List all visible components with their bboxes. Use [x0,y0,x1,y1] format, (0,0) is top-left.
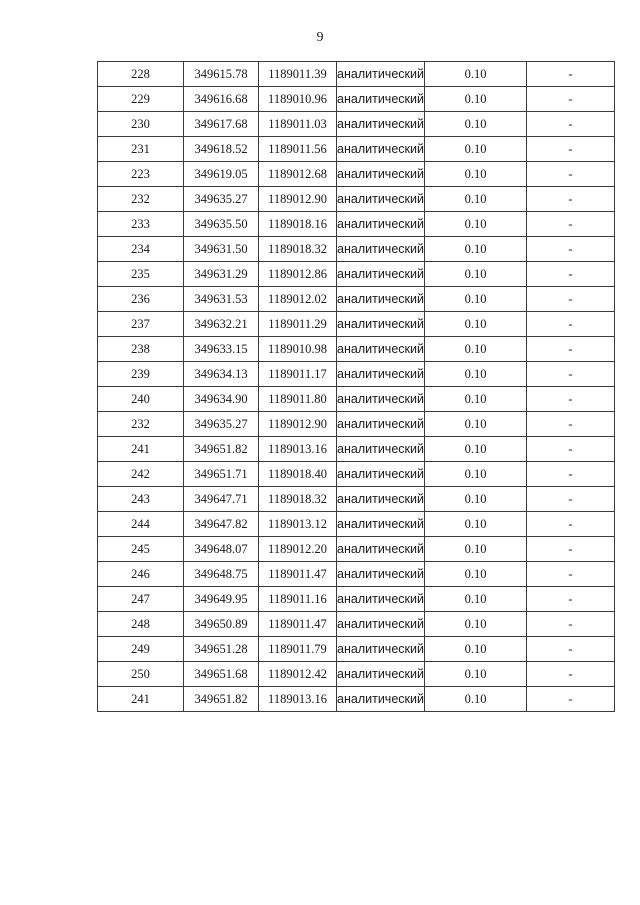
table-row [98,312,615,337]
method-cell: аналитический [337,212,425,237]
table-row [98,512,615,537]
method-cell: аналитический [337,462,425,487]
point-number-cell: 233 [98,212,184,237]
point-number-cell: 241 [98,437,184,462]
method-cell: аналитический [337,312,425,337]
note-cell: - [527,612,615,637]
y-coordinate-cell: 1189010.96 [259,87,337,112]
accuracy-cell: 0.10 [425,537,527,562]
accuracy-cell: 0.10 [425,112,527,137]
note-cell: - [527,62,615,87]
page-number: 9 [316,30,324,45]
y-coordinate-cell: 1189011.17 [259,362,337,387]
accuracy-cell: 0.10 [425,137,527,162]
x-coordinate-cell: 349635.50 [184,212,259,237]
method-cell: аналитический [337,262,425,287]
accuracy-cell: 0.10 [425,587,527,612]
note-cell: - [527,537,615,562]
accuracy-cell: 0.10 [425,687,527,712]
accuracy-cell: 0.10 [425,62,527,87]
x-coordinate-cell: 349616.68 [184,87,259,112]
note-cell: - [527,287,615,312]
method-cell: аналитический [337,187,425,212]
note-cell: - [527,637,615,662]
table-row [98,462,615,487]
note-cell: - [527,437,615,462]
point-number-cell: 234 [98,237,184,262]
point-number-cell: 230 [98,112,184,137]
y-coordinate-cell: 1189011.16 [259,587,337,612]
table-row [98,212,615,237]
method-cell: аналитический [337,337,425,362]
note-cell: - [527,562,615,587]
method-cell: аналитический [337,362,425,387]
note-cell: - [527,312,615,337]
accuracy-cell: 0.10 [425,637,527,662]
accuracy-cell: 0.10 [425,162,527,187]
y-coordinate-cell: 1189012.02 [259,287,337,312]
x-coordinate-cell: 349634.13 [184,362,259,387]
x-coordinate-cell: 349631.50 [184,237,259,262]
accuracy-cell: 0.10 [425,237,527,262]
point-number-cell: 240 [98,387,184,412]
y-coordinate-cell: 1189018.32 [259,237,337,262]
point-number-cell: 249 [98,637,184,662]
method-cell: аналитический [337,662,425,687]
accuracy-cell: 0.10 [425,337,527,362]
y-coordinate-cell: 1189013.12 [259,512,337,537]
note-cell: - [527,662,615,687]
point-number-cell: 229 [98,87,184,112]
note-cell: - [527,112,615,137]
y-coordinate-cell: 1189012.86 [259,262,337,287]
point-number-cell: 250 [98,662,184,687]
y-coordinate-cell: 1189011.47 [259,562,337,587]
table-row [98,437,615,462]
y-coordinate-cell: 1189018.40 [259,462,337,487]
x-coordinate-cell: 349635.27 [184,412,259,437]
table-row [98,687,615,712]
x-coordinate-cell: 349631.29 [184,262,259,287]
point-number-cell: 239 [98,362,184,387]
y-coordinate-cell: 1189010.98 [259,337,337,362]
point-number-cell: 241 [98,687,184,712]
table-row [98,162,615,187]
y-coordinate-cell: 1189011.29 [259,312,337,337]
x-coordinate-cell: 349635.27 [184,187,259,212]
accuracy-cell: 0.10 [425,212,527,237]
accuracy-cell: 0.10 [425,512,527,537]
table-row [98,362,615,387]
point-number-cell: 236 [98,287,184,312]
y-coordinate-cell: 1189013.16 [259,437,337,462]
y-coordinate-cell: 1189011.47 [259,612,337,637]
point-number-cell: 245 [98,537,184,562]
method-cell: аналитический [337,512,425,537]
x-coordinate-cell: 349632.21 [184,312,259,337]
method-cell: аналитический [337,287,425,312]
y-coordinate-cell: 1189011.39 [259,62,337,87]
x-coordinate-cell: 349651.82 [184,687,259,712]
table-row [98,112,615,137]
method-cell: аналитический [337,87,425,112]
method-cell: аналитический [337,537,425,562]
note-cell: - [527,237,615,262]
accuracy-cell: 0.10 [425,387,527,412]
table-row [98,387,615,412]
point-number-cell: 248 [98,612,184,637]
note-cell: - [527,87,615,112]
accuracy-cell: 0.10 [425,187,527,212]
method-cell: аналитический [337,562,425,587]
note-cell: - [527,462,615,487]
accuracy-cell: 0.10 [425,612,527,637]
point-number-cell: 232 [98,187,184,212]
y-coordinate-cell: 1189011.03 [259,112,337,137]
x-coordinate-cell: 349618.52 [184,137,259,162]
note-cell: - [527,137,615,162]
method-cell: аналитический [337,137,425,162]
y-coordinate-cell: 1189011.56 [259,137,337,162]
accuracy-cell: 0.10 [425,462,527,487]
method-cell: аналитический [337,687,425,712]
note-cell: - [527,387,615,412]
x-coordinate-cell: 349647.82 [184,512,259,537]
x-coordinate-cell: 349617.68 [184,112,259,137]
x-coordinate-cell: 349650.89 [184,612,259,637]
note-cell: - [527,687,615,712]
method-cell: аналитический [337,587,425,612]
point-number-cell: 244 [98,512,184,537]
x-coordinate-cell: 349651.82 [184,437,259,462]
y-coordinate-cell: 1189012.90 [259,412,337,437]
x-coordinate-cell: 349648.75 [184,562,259,587]
table-row [98,412,615,437]
note-cell: - [527,262,615,287]
table-row [98,87,615,112]
point-number-cell: 243 [98,487,184,512]
table-row [98,662,615,687]
accuracy-cell: 0.10 [425,287,527,312]
point-number-cell: 238 [98,337,184,362]
table-row [98,537,615,562]
table-row [98,137,615,162]
table-body [98,62,615,712]
note-cell: - [527,187,615,212]
method-cell: аналитический [337,62,425,87]
x-coordinate-cell: 349648.07 [184,537,259,562]
x-coordinate-cell: 349631.53 [184,287,259,312]
x-coordinate-cell: 349619.05 [184,162,259,187]
method-cell: аналитический [337,112,425,137]
method-cell: аналитический [337,637,425,662]
table-row [98,337,615,362]
point-number-cell: 237 [98,312,184,337]
table-row [98,562,615,587]
y-coordinate-cell: 1189018.16 [259,212,337,237]
point-number-cell: 242 [98,462,184,487]
note-cell: - [527,487,615,512]
point-number-cell: 247 [98,587,184,612]
method-cell: аналитический [337,387,425,412]
note-cell: - [527,362,615,387]
y-coordinate-cell: 1189013.16 [259,687,337,712]
point-number-cell: 246 [98,562,184,587]
x-coordinate-cell: 349651.68 [184,662,259,687]
y-coordinate-cell: 1189012.42 [259,662,337,687]
accuracy-cell: 0.10 [425,412,527,437]
coordinates-table [97,61,615,712]
table-row [98,612,615,637]
x-coordinate-cell: 349651.71 [184,462,259,487]
method-cell: аналитический [337,437,425,462]
y-coordinate-cell: 1189012.20 [259,537,337,562]
accuracy-cell: 0.10 [425,662,527,687]
point-number-cell: 228 [98,62,184,87]
accuracy-cell: 0.10 [425,562,527,587]
x-coordinate-cell: 349633.15 [184,337,259,362]
x-coordinate-cell: 349649.95 [184,587,259,612]
accuracy-cell: 0.10 [425,87,527,112]
x-coordinate-cell: 349647.71 [184,487,259,512]
y-coordinate-cell: 1189018.32 [259,487,337,512]
table-row [98,487,615,512]
note-cell: - [527,412,615,437]
x-coordinate-cell: 349634.90 [184,387,259,412]
note-cell: - [527,162,615,187]
point-number-cell: 232 [98,412,184,437]
table-row [98,62,615,87]
method-cell: аналитический [337,162,425,187]
table-row [98,587,615,612]
method-cell: аналитический [337,487,425,512]
method-cell: аналитический [337,612,425,637]
accuracy-cell: 0.10 [425,262,527,287]
table-row [98,287,615,312]
point-number-cell: 223 [98,162,184,187]
note-cell: - [527,587,615,612]
note-cell: - [527,337,615,362]
table-row [98,187,615,212]
accuracy-cell: 0.10 [425,487,527,512]
table-row [98,262,615,287]
method-cell: аналитический [337,412,425,437]
y-coordinate-cell: 1189012.90 [259,187,337,212]
table-row [98,237,615,262]
accuracy-cell: 0.10 [425,312,527,337]
method-cell: аналитический [337,237,425,262]
table-row [98,637,615,662]
note-cell: - [527,212,615,237]
accuracy-cell: 0.10 [425,437,527,462]
note-cell: - [527,512,615,537]
x-coordinate-cell: 349615.78 [184,62,259,87]
y-coordinate-cell: 1189011.80 [259,387,337,412]
y-coordinate-cell: 1189011.79 [259,637,337,662]
point-number-cell: 231 [98,137,184,162]
accuracy-cell: 0.10 [425,362,527,387]
point-number-cell: 235 [98,262,184,287]
y-coordinate-cell: 1189012.68 [259,162,337,187]
x-coordinate-cell: 349651.28 [184,637,259,662]
